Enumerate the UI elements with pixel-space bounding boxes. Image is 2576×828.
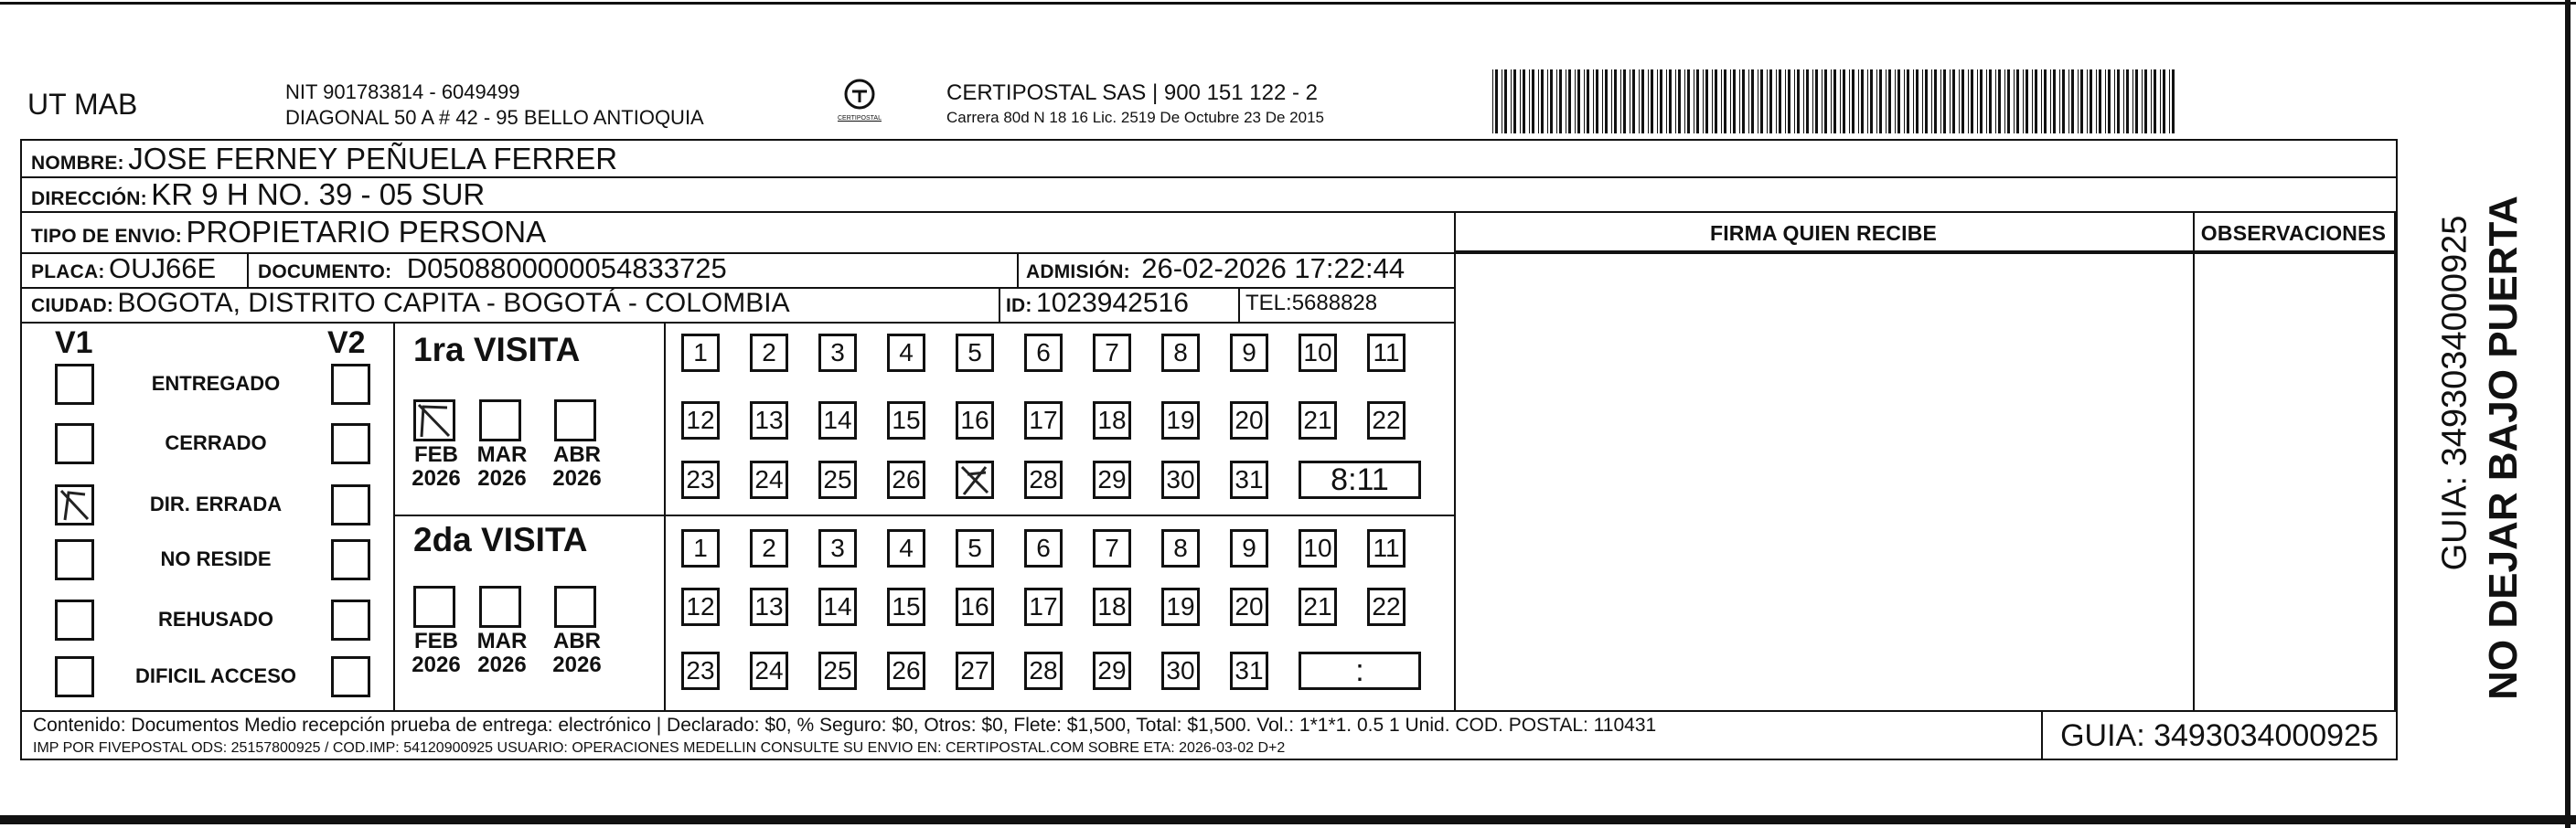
v1-label: V1 (55, 325, 93, 360)
v2-checkbox[interactable] (331, 656, 370, 697)
v2-checkbox[interactable] (331, 600, 370, 641)
company-name: UT MAB (27, 88, 138, 121)
v2-checkbox[interactable] (331, 484, 370, 525)
day-number: 28 (1029, 465, 1058, 494)
day-number: 26 (892, 465, 921, 494)
second-visit-day-box[interactable] (818, 588, 857, 626)
status-option-label: ENTREGADO (151, 372, 281, 395)
second-visit-day-box[interactable] (1024, 652, 1063, 690)
day-number: 19 (1166, 406, 1195, 434)
direccion-value: KR 9 H NO. 39 - 05 SUR (151, 177, 486, 211)
second-visit-day-box[interactable] (1093, 529, 1131, 568)
admision-label: ADMISIÓN: (1026, 261, 1130, 282)
documento-row (258, 252, 727, 285)
second-visit-month-label (470, 630, 534, 678)
first-visit-day-box[interactable] (1024, 334, 1063, 372)
first-visit-day-box[interactable] (1093, 401, 1131, 440)
day-number: 13 (754, 406, 784, 434)
col-line (1017, 252, 1019, 287)
day-number: 24 (754, 465, 784, 494)
second-visit-day-box[interactable] (750, 652, 788, 690)
v1-checkbox[interactable] (55, 600, 94, 641)
first-visit-month-label (545, 443, 609, 492)
day-number: 29 (1097, 656, 1127, 685)
first-visit-title: 1ra VISITA (413, 331, 581, 368)
day-number: 16 (960, 406, 989, 434)
day-number: 31 (1235, 465, 1264, 494)
col-header-line (1454, 250, 2394, 252)
row-line (393, 515, 1454, 516)
second-visit-day-box[interactable] (818, 652, 857, 690)
id-value: 1023942516 (1036, 288, 1189, 318)
tipo-row (31, 215, 546, 249)
side-guia: GUIA: 3493034000925 (2435, 215, 2474, 571)
tel-label: TEL: (1245, 291, 1292, 315)
day-number: 18 (1097, 592, 1127, 621)
status-option-label: DIFICIL ACCESO (134, 664, 296, 687)
day-number: 9 (1242, 534, 1256, 562)
day-number: 16 (960, 592, 989, 621)
status-option-label: REHUSADO (158, 608, 273, 631)
second-visit-month-label (545, 630, 609, 678)
v1-checkbox[interactable] (55, 364, 94, 405)
day-number: 21 (1303, 592, 1332, 621)
day-number: 1 (693, 338, 708, 366)
day-number: 2 (762, 338, 776, 366)
second-visit-day-box[interactable] (1367, 588, 1406, 626)
first-visit-month-label (470, 443, 534, 492)
footer-content-line: Contenido: Documentos Medio recepción prueba de entrega: electrónico | Declarado: $0, % Seguro: $0, Otros: $0, Flete: $1,500, Total: $1,500. Vol.: 1*1*1. 0.5 1 Unid. COD. POSTAL: 110431 (33, 715, 1657, 736)
first-visit-day-box[interactable] (1230, 461, 1268, 499)
placa-row (31, 252, 216, 285)
first-visit-day-box[interactable] (1230, 334, 1268, 372)
first-visit-day-box[interactable] (1161, 461, 1200, 499)
month-name: FEB (414, 442, 458, 467)
first-visit-day-box[interactable] (887, 401, 925, 440)
day-number: 7 (1105, 534, 1119, 562)
month-name: FEB (414, 629, 458, 653)
carrier-name: CERTIPOSTAL SAS | 900 151 122 - 2 (946, 80, 1318, 105)
month-year: 2026 (552, 466, 602, 492)
first-visit-day-box[interactable] (750, 461, 788, 499)
day-number: 15 (892, 592, 921, 621)
day-number: 21 (1303, 406, 1332, 434)
ciudad-value: BOGOTA, DISTRITO CAPITA - BOGOTÁ - COLOMBIA (117, 288, 790, 318)
month-name: ABR (553, 629, 601, 653)
second-visit-day-box[interactable] (956, 588, 994, 626)
second-visit-day-box[interactable] (818, 529, 857, 568)
second-visit-day-box[interactable] (1024, 588, 1063, 626)
first-visit-month-checkbox[interactable] (479, 399, 521, 441)
first-visit-day-box[interactable] (1024, 461, 1063, 499)
first-visit-month-checkbox[interactable] (554, 399, 596, 441)
second-visit-day-box[interactable] (956, 529, 994, 568)
first-visit-day-box[interactable] (818, 461, 857, 499)
second-visit-day-box[interactable] (681, 652, 720, 690)
v2-checkbox[interactable] (331, 364, 370, 405)
status-option-label: NO RESIDE (160, 547, 272, 570)
second-visit-day-box[interactable] (681, 588, 720, 626)
first-visit-day-box[interactable] (1367, 334, 1406, 372)
first-visit-day-box[interactable] (887, 461, 925, 499)
day-number: 9 (1242, 338, 1256, 366)
barcode (1492, 69, 2180, 133)
ciudad-label: CIUDAD: (31, 295, 114, 316)
tipo-value: PROPIETARIO PERSONA (186, 215, 547, 249)
day-number: 26 (892, 656, 921, 685)
first-visit-day-box[interactable] (956, 401, 994, 440)
month-year: 2026 (477, 466, 527, 492)
v2-label: V2 (327, 325, 366, 360)
row-line (20, 322, 1454, 324)
top-edge (0, 2, 2576, 5)
second-visit-day-box[interactable] (1299, 588, 1337, 626)
first-visit-day-box[interactable] (1161, 401, 1200, 440)
placa-label: PLACA: (31, 261, 105, 282)
day-number: 8 (1173, 534, 1188, 562)
day-number: 14 (823, 592, 852, 621)
day-number: 23 (686, 656, 715, 685)
first-visit-day-box[interactable] (681, 334, 720, 372)
tel-row (1245, 291, 1377, 316)
day-number: 3 (830, 534, 845, 562)
second-visit-day-box[interactable] (681, 529, 720, 568)
day-number: 27 (960, 656, 989, 685)
nombre-row (31, 142, 617, 176)
bottom-edge (0, 815, 2576, 824)
second-visit-month-label (404, 630, 468, 678)
footer-print-line: IMP POR FIVEPOSTAL ODS: 25157800925 / COD.IMP: 54120900925 USUARIO: OPERACIONES MEDELLIN CONSULTE SU ENVIO EN: CERTIPOSTAL.COM SOBRE ETA: 2026-03-02 D+2 (33, 740, 1286, 756)
second-visit-day-box[interactable] (956, 652, 994, 690)
second-visit-month-checkbox[interactable] (554, 586, 596, 628)
day-number: 5 (967, 534, 982, 562)
day-number: 15 (892, 406, 921, 434)
carrier-license: Carrera 80d N 18 16 Lic. 2519 De Octubre 23 De 2015 (946, 109, 1324, 126)
first-visit-day-box[interactable] (1299, 334, 1337, 372)
second-visit-day-box[interactable] (1024, 529, 1063, 568)
col-line (2394, 211, 2396, 710)
second-visit-day-box[interactable] (1093, 588, 1131, 626)
second-visit-day-box[interactable] (1230, 652, 1268, 690)
first-visit-day-box[interactable] (750, 401, 788, 440)
second-visit-title: 2da VISITA (413, 521, 588, 558)
first-visit-day-box[interactable] (818, 334, 857, 372)
day-number: 6 (1036, 338, 1051, 366)
day-number: 10 (1303, 534, 1332, 562)
tipo-label: TIPO DE ENVIO: (31, 226, 182, 247)
second-visit-day-box[interactable] (750, 588, 788, 626)
nombre-label: NOMBRE: (31, 153, 124, 174)
day-number: 28 (1029, 656, 1058, 685)
direccion-row (31, 177, 485, 212)
company-address: DIAGONAL 50 A # 42 - 95 BELLO ANTIOQUIA (285, 106, 704, 129)
first-visit-day-box[interactable] (956, 334, 994, 372)
day-number: 30 (1166, 656, 1195, 685)
col-line (2193, 211, 2195, 710)
day-number: 18 (1097, 406, 1127, 434)
placa-value: OUJ66E (108, 252, 217, 284)
footer-guia: GUIA: 3493034000925 (2060, 718, 2378, 753)
month-year: 2026 (412, 653, 461, 678)
first-visit-month-checkbox[interactable] (413, 399, 455, 441)
day-number: 20 (1235, 592, 1264, 621)
first-visit-day-box[interactable] (887, 334, 925, 372)
day-number: 1 (693, 534, 708, 562)
time-value: : (1355, 653, 1364, 688)
day-number: 17 (1029, 406, 1058, 434)
day-number: 29 (1097, 465, 1127, 494)
day-number: 22 (1372, 592, 1401, 621)
admision-value: 26-02-2026 17:22:44 (1141, 252, 1406, 284)
documento-label: DOCUMENTO: (258, 261, 392, 282)
first-visit-month-label (404, 443, 468, 492)
day-number: 23 (686, 465, 715, 494)
v2-checkbox[interactable] (331, 539, 370, 580)
day-number: 30 (1166, 465, 1195, 494)
admision-row (1026, 252, 1405, 285)
v1-checkbox[interactable] (55, 539, 94, 580)
ciudad-row (31, 288, 790, 319)
check-mark-icon (958, 463, 991, 496)
col-line (999, 287, 1000, 322)
first-visit-day-box[interactable] (1024, 401, 1063, 440)
second-visit-day-box[interactable] (1093, 652, 1131, 690)
right-edge (2565, 0, 2571, 828)
nombre-value: JOSE FERNEY PEÑUELA FERRER (128, 142, 618, 175)
day-number: 5 (967, 338, 982, 366)
day-number: 19 (1166, 592, 1195, 621)
day-number: 8 (1173, 338, 1188, 366)
first-visit-day-box[interactable] (1161, 334, 1200, 372)
second-visit-day-box[interactable] (1299, 529, 1337, 568)
day-number: 4 (899, 534, 914, 562)
second-visit-day-box[interactable] (1230, 529, 1268, 568)
second-visit-day-box[interactable] (887, 588, 925, 626)
certipostal-logo (828, 76, 892, 122)
month-year: 2026 (477, 653, 527, 678)
check-mark-icon (416, 402, 453, 439)
v2-checkbox[interactable] (331, 423, 370, 464)
side-warning: NO DEJAR BAJO PUERTA (2481, 196, 2526, 700)
first-visit-day-box[interactable] (1299, 401, 1337, 440)
time-value: 8:11 (1331, 462, 1389, 497)
month-name: MAR (476, 442, 528, 467)
second-visit-day-box[interactable] (1161, 652, 1200, 690)
day-number: 31 (1235, 656, 1264, 685)
day-number: 11 (1373, 338, 1400, 366)
col-line (1238, 287, 1240, 322)
day-number: 12 (686, 406, 715, 434)
v1-checkbox[interactable] (55, 484, 94, 525)
first-visit-day-box[interactable] (681, 401, 720, 440)
second-visit-day-box[interactable] (1161, 529, 1200, 568)
direccion-label: DIRECCIÓN: (31, 188, 147, 209)
first-visit-day-box[interactable] (1367, 401, 1406, 440)
day-number: 4 (899, 338, 914, 366)
month-year: 2026 (552, 653, 602, 678)
day-number: 6 (1036, 534, 1051, 562)
first-visit-day-box[interactable] (1093, 334, 1131, 372)
day-number: 10 (1303, 338, 1332, 366)
second-visit-day-box[interactable] (1367, 529, 1406, 568)
month-name: MAR (476, 629, 528, 653)
day-number: 2 (762, 534, 776, 562)
documento-value: D0508800000054833725 (406, 252, 727, 284)
day-number: 20 (1235, 406, 1264, 434)
day-number: 24 (754, 656, 784, 685)
observaciones-label: OBSERVACIONES (2200, 221, 2387, 245)
day-number: 25 (823, 656, 852, 685)
firma-label: FIRMA QUIEN RECIBE (1709, 221, 1938, 245)
month-name: ABR (553, 442, 601, 467)
company-nit: NIT 901783814 - 6049499 (285, 80, 520, 103)
v1-checkbox[interactable] (55, 423, 94, 464)
id-label: ID: (1006, 295, 1032, 316)
first-visit-day-box[interactable] (1093, 461, 1131, 499)
day-number: 12 (686, 592, 715, 621)
month-year: 2026 (412, 466, 461, 492)
id-row (1006, 288, 1189, 319)
status-option-label: CERRADO (165, 431, 267, 454)
tel-value: 5688828 (1291, 291, 1378, 315)
check-mark-icon (58, 487, 91, 523)
second-visit-month-checkbox[interactable] (413, 586, 455, 628)
col-line (1454, 211, 1456, 710)
first-visit-day-box[interactable] (818, 401, 857, 440)
second-visit-month-checkbox[interactable] (479, 586, 521, 628)
first-visit-day-box[interactable] (681, 461, 720, 499)
day-number: 17 (1029, 592, 1058, 621)
day-number: 3 (830, 338, 845, 366)
v1-checkbox[interactable] (55, 656, 94, 697)
second-visit-day-box[interactable] (887, 529, 925, 568)
day-number: 22 (1372, 406, 1401, 434)
day-number: 14 (823, 406, 852, 434)
second-visit-day-box[interactable] (750, 529, 788, 568)
second-visit-day-box[interactable] (1230, 588, 1268, 626)
first-visit-time-field[interactable] (1299, 461, 1421, 499)
second-visit-day-box[interactable] (887, 652, 925, 690)
day-number: 13 (754, 592, 784, 621)
second-visit-day-box[interactable] (1161, 588, 1200, 626)
col-line (247, 252, 249, 287)
first-visit-day-box[interactable] (956, 461, 994, 499)
second-visit-time-field[interactable] (1299, 652, 1421, 690)
logo-text: CERTIPOSTAL (838, 115, 882, 122)
status-option-label: DIR. ERRADA (149, 493, 283, 515)
first-visit-day-box[interactable] (1230, 401, 1268, 440)
first-visit-day-box[interactable] (750, 334, 788, 372)
day-number: 7 (1105, 338, 1119, 366)
day-number: 25 (823, 465, 852, 494)
day-number: 11 (1373, 534, 1400, 562)
